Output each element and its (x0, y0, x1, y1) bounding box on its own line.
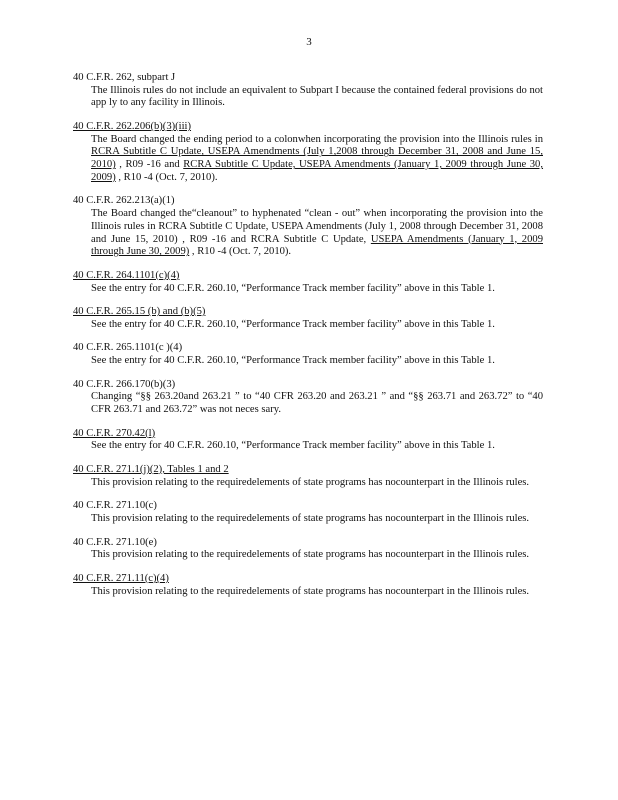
text-run: USEPA Amendments (January 1, 2009 through June 30, 2009) (91, 233, 543, 258)
entry (73, 379, 543, 417)
entry (73, 573, 543, 598)
entry (73, 270, 543, 295)
entry-text (91, 549, 543, 562)
entry-text (91, 355, 543, 368)
entry-text (91, 85, 543, 110)
text-run: This provision relating to the requiredelements of state programs has nocounterpart in the Illinois rules. (91, 549, 530, 561)
entry-text (91, 208, 543, 259)
text-run: This provision relating to the requiredelements of state programs has nocounterpart in the Illinois rules. (91, 585, 530, 597)
entry (73, 306, 543, 331)
text-run: See the entry for 40 C.F.R. 260.10, “Performance Track member facility” above in this Table 1. (91, 440, 495, 452)
text-run: , R10 -4 (Oct. 7, 2010). (189, 246, 292, 258)
entry-text (91, 134, 543, 185)
entry (73, 428, 543, 453)
entry-text (91, 283, 543, 296)
text-run: This provision relating to the requiredelements of state programs has nocounterpart in the Illinois rules. (91, 476, 530, 488)
entry-citation: 40 C.F.R. 265.15 (b) and (b)(5) (73, 306, 206, 318)
entry (73, 537, 543, 562)
entry-citation: 40 C.F.R. 265.1101(c )(4) (73, 342, 183, 354)
entry-text (91, 440, 543, 453)
entry-citation: 40 C.F.R. 271.1(j)(2), Tables 1 and 2 (73, 464, 229, 475)
entry-citation: 40 C.F.R. 262.213(a)(1) (73, 195, 175, 207)
entry-text (91, 477, 543, 490)
text-run: This provision relating to the requiredelements of state programs has nocounterpart in the Illinois rules. (91, 513, 530, 524)
entry-citation: 40 C.F.R. 270.42(l) (73, 427, 156, 439)
entry (73, 121, 543, 185)
entry-citation: 40 C.F.R. 271.10(e) (73, 536, 157, 548)
entry-citation: 40 C.F.R. 262, subpart J (73, 72, 176, 83)
entry-text (91, 513, 543, 526)
text-run: See the entry for 40 C.F.R. 260.10, “Performance Track member facility” above in this Table 1. (91, 355, 495, 367)
entry (73, 195, 543, 259)
text-run: RCRA Subtitle C Update, USEPA Amendments (July 1,2008 through December 31, 2008 and June 15, 2010) (91, 146, 543, 171)
text-run: RCRA Subtitle C Update, USEPA Amendments (January 1, 2009 through June 30, 2009) (91, 159, 544, 183)
entry-text (91, 586, 543, 599)
entry-citation: 40 C.F.R. 262.206(b)(3)(iii) (73, 121, 192, 132)
entry (73, 342, 543, 367)
text-run: The Illinois rules do not include an equivalent to Subpart I because the contained federal provisions do not app ly to any facility in Illinois. (91, 84, 543, 109)
entry (73, 72, 543, 110)
text-run: , R10 -4 (Oct. 7, 2010). (115, 171, 218, 183)
entries-list (73, 72, 543, 598)
entry (73, 464, 543, 489)
entry-citation: 40 C.F.R. 264.1101(c)(4) (73, 269, 180, 281)
text-run: The Board changed the“cleanout” to hyphenated “clean - out” when incorporating the provision into the Illinois rules in RCRA Subtitle C Update, USEPA Amendments (July 1, 2008 through December 31, 2008 and June 15, 2010) , R09 -16 and RCRA Subtitle C Update, (91, 208, 543, 245)
entry-citation: 40 C.F.R. 271.10(c) (73, 500, 157, 512)
text-run: See the entry for 40 C.F.R. 260.10, “Performance Track member facility” above in this Table 1. (91, 318, 495, 330)
entry-citation: 40 C.F.R. 271.11(c)(4) (73, 572, 169, 584)
text-run: The Board changed the ending period to a colonwhen incorporating the provision into the Illinois rules in (91, 133, 543, 145)
entry-citation: 40 C.F.R. 266.170(b)(3) (73, 378, 176, 390)
page-number: 3 (306, 36, 312, 48)
entry-text (91, 391, 543, 416)
text-run: Changing “§§ 263.20and 263.21 ” to “40 CFR 263.20 and 263.21 ” and “§§ 263.71 and 263.72” to “40 CFR 263.71 and 263.72” was not neces sary. (91, 391, 543, 416)
entry-text (91, 319, 543, 332)
entry (73, 500, 543, 525)
text-run: See the entry for 40 C.F.R. 260.10, “Performance Track member facility” above in this Table 1. (91, 282, 495, 294)
text-run: , R09 -16 and (115, 159, 184, 171)
